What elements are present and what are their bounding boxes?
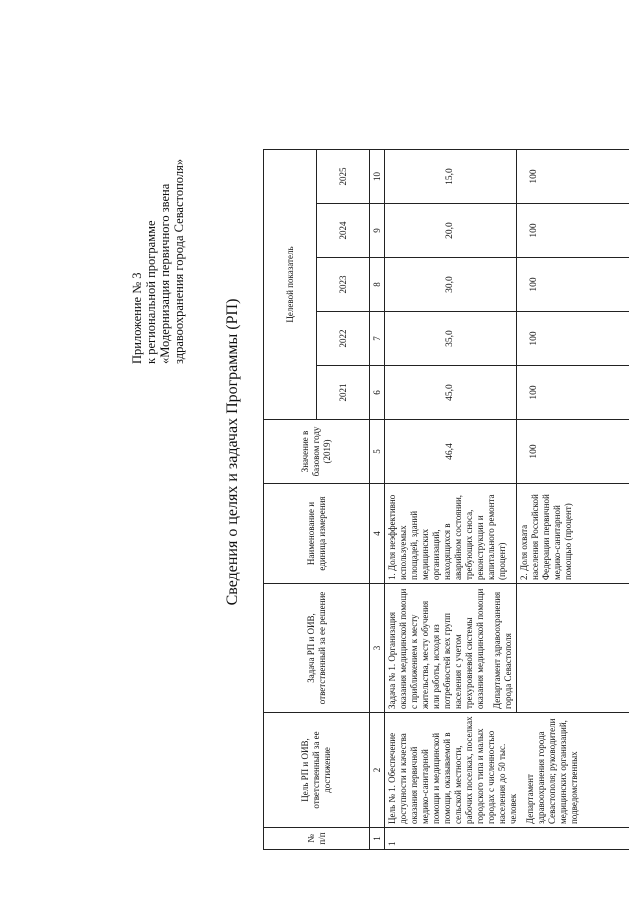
header-target: Целевой показатель <box>264 150 317 420</box>
column-number: 10 <box>370 150 385 204</box>
header-number-bottom: п/п <box>316 832 327 845</box>
appendix-line-3: «Модернизация первичного звена <box>158 183 172 364</box>
indicator-name: 1. Доля неэффективно используемых площадей, зданий медицинских организаций, находящихся в аварийном состоянии, требующих сноса, реконструкции и капитального ремонта (процент) <box>385 484 517 584</box>
goal-text: Цель № 1. Обеспечение доступности и качества оказания первичной медико-санитарной помощи и медицинской помощи, оказываемой в сельской местности, рабочих поселках, поселках городского типа и малых городах с численностью населения до 50 тыс. человек <box>387 716 518 824</box>
column-number: 2 <box>370 713 385 828</box>
column-number: 9 <box>370 204 385 258</box>
indicator-value: 100 <box>517 312 629 366</box>
column-number: 4 <box>370 484 385 584</box>
indicator-value: 100 <box>517 150 629 204</box>
task-cell <box>385 584 517 713</box>
appendix-line-1: Приложение № 3 <box>130 272 144 364</box>
column-number: 7 <box>370 312 385 366</box>
document-heading: Сведения о целях и задачах Программы (РП) <box>224 298 241 606</box>
task-cell-empty <box>517 584 629 713</box>
appendix-line-2: к региональной программе <box>144 220 158 364</box>
column-number: 5 <box>370 420 385 484</box>
row-number: 1 <box>385 828 629 850</box>
header-year: 2023 <box>317 258 370 312</box>
indicator-value: 35,0 <box>385 312 517 366</box>
appendix-note <box>130 159 186 364</box>
column-number: 1 <box>370 828 385 850</box>
goal-responsible: Департамент здравоохранения города Севастополя; руководители медицинских организаций, подведомственных <box>525 718 579 824</box>
column-number: 8 <box>370 258 385 312</box>
header-year: 2025 <box>317 150 370 204</box>
header-task: Задача РП и ОИВ, ответственный за ее решение <box>264 584 370 713</box>
header-indicator: Наименование и единица измерения <box>264 484 370 584</box>
indicator-value: 100 <box>517 366 629 420</box>
header-year: 2022 <box>317 312 370 366</box>
indicator-value: 45,0 <box>385 366 517 420</box>
indicator-base: 46,4 <box>385 420 517 484</box>
indicator-base: 100 <box>517 420 629 484</box>
goal-cell <box>385 713 629 828</box>
indicator-name: 2. Доля охвата населения Российской Федерации первичной медико-санитарной помощью (процент) <box>517 484 629 584</box>
table-row <box>385 150 517 850</box>
column-number: 3 <box>370 584 385 713</box>
header-year: 2021 <box>317 366 370 420</box>
header-year: 2024 <box>317 204 370 258</box>
indicator-value: 20,0 <box>385 204 517 258</box>
header-number <box>264 828 370 850</box>
indicator-value: 15,0 <box>385 150 517 204</box>
header-number-top: № <box>305 834 316 843</box>
indicator-value: 30,0 <box>385 258 517 312</box>
header-goal: Цель РП и ОИВ, ответственный за ее достижение <box>264 713 370 828</box>
appendix-line-4: здравоохранения города Севастополя» <box>172 158 186 364</box>
task-text: Задача № 1. Организация оказания медицинской помощи с приближением к месту жительства, месту обучения или работы, исходя из потребностей всех групп населения с учетом трехуровневой системы оказания медицинской помощи <box>387 588 485 709</box>
indicator-value: 100 <box>517 204 629 258</box>
column-number: 6 <box>370 366 385 420</box>
task-responsible: Департамент здравоохранения города Севастополя <box>492 591 513 709</box>
goals-table <box>263 149 629 850</box>
indicator-value: 100 <box>517 258 629 312</box>
header-base-value: Значение в базовом году (2019) <box>264 420 370 484</box>
